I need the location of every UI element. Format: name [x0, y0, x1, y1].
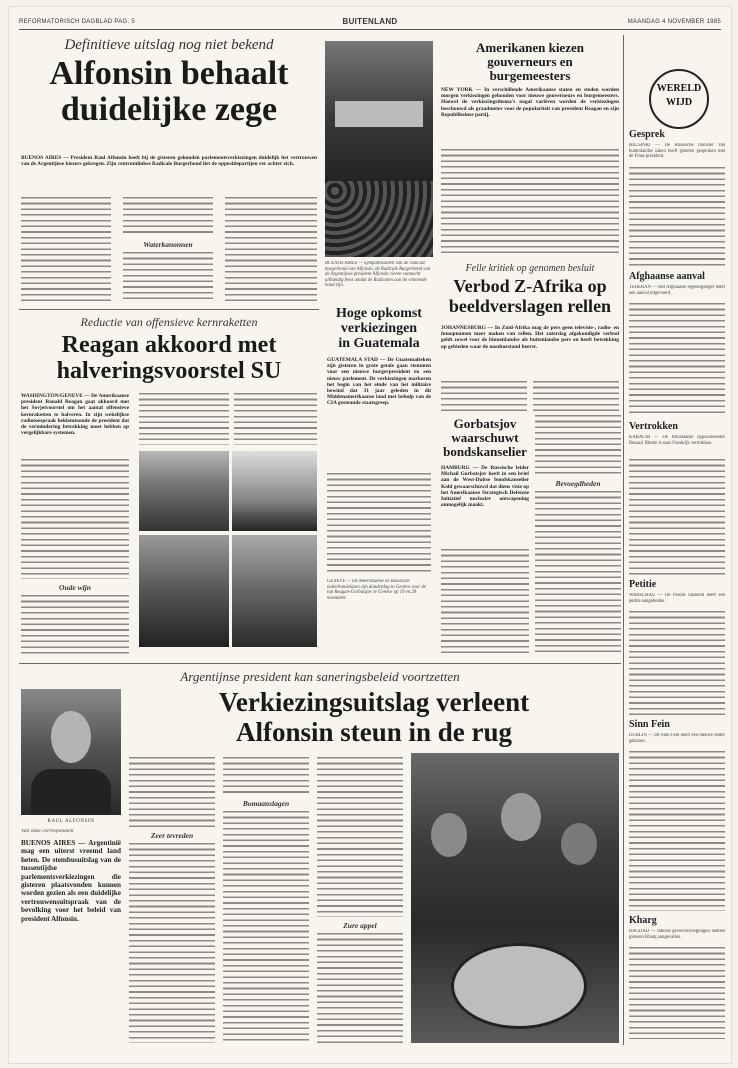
story7-col-1 [129, 757, 215, 827]
sidebar-item-title: Kharg [629, 915, 657, 926]
story7-kicker: Argentijnse president kan saneringsbeleid voortzetten [180, 669, 460, 684]
story2-headline-2: halveringsvoorstel SU [56, 358, 282, 384]
photo-street-crowd [411, 753, 619, 1043]
story1-sub-1: Waterkanonnen [143, 240, 193, 249]
running-header [19, 17, 721, 30]
logo-wijd: WIJD [665, 97, 693, 108]
sidebar-item-body [629, 611, 725, 715]
story5-continued [535, 415, 621, 655]
story1-headline-2: duidelijke zege [60, 91, 278, 128]
section-title: BUITENLAND [342, 17, 398, 26]
crowd-figure-1 [431, 813, 467, 857]
story3-body [327, 473, 431, 573]
sidebar-item-body [629, 751, 725, 911]
crowd-drum [451, 943, 587, 1029]
story3-headline-1: Hoge opkomst [336, 306, 422, 321]
portrait-suit [31, 769, 111, 815]
story1-kicker: Definitieve uitslag nog niet bekend [64, 37, 274, 53]
story2-col-2 [139, 393, 229, 445]
story2-col-3 [234, 393, 317, 445]
sidebar-item-lead: TEHERAN — Het Afghaanse regeringsleger heeft een aanval uitgevoerd. [629, 285, 725, 296]
story1-col-2b [123, 252, 213, 303]
story2-headline-1: Reagan akkoord met [61, 332, 277, 358]
story6-lead: HAMBURG — De Russische leider Michail Gorbatsjov heeft in een brief aan de West-Duitse bondskanselier Kohl gewaarschuwd dat diens visie op het Amerikaanse Strategisch Defensie Initiatief nucleaire ontwapening onmogelijk maakt. [441, 465, 529, 509]
story6-headline-1: Gorbatsjov [453, 416, 517, 431]
date-label: MAANDAG 4 NOVEMBER 1985 [627, 19, 721, 25]
story1-headline-1: Alfonsin behaalt [49, 55, 289, 92]
story7-lead: BUENOS AIRES — Argentinië mag een uiterst vreemd land heten. De stembusuitslag van de tussentijdse parlementsverkiezingen die gisteren plaatsvonden kunnen worden gezien als een duidelijke vertrouwensuitspraak van de bevolking voor het beleid van president Alfonsin. [21, 839, 121, 923]
story1-col-2 [123, 197, 213, 237]
story2-col-1b [21, 595, 129, 657]
sidebar-item-title: Sinn Fein [629, 719, 670, 730]
story7-sub-1: Bomaanslagen [242, 799, 290, 808]
story2-col-1 [21, 459, 129, 579]
story7-col-2 [223, 757, 309, 795]
sidebar-item-body [629, 947, 725, 1039]
sidebar-item-body [629, 459, 725, 575]
portrait-caption: RAUL ALFONSIN [47, 819, 95, 824]
sidebar-item-body [629, 303, 725, 417]
story-zuid-afrika [439, 263, 621, 413]
crowd-banner [335, 101, 423, 127]
story5-sub-1: Bevoegdheden [555, 479, 601, 488]
photo-celebrating-crowd [325, 41, 433, 257]
portrait-face [51, 711, 91, 763]
sidebar-item-lead: BAGDAD — Irakese gevechtsvliegtuigen hebben gisteren Kharg aangevallen. [629, 929, 725, 940]
page-label: REFORMATORISCH DAGBLAD PAG. 5 [19, 19, 136, 25]
story5-col-3b [535, 491, 621, 653]
photo-genf-caption: GENEVE — De Amerikaanse en Russische onderhandelaars zijn donderdag in Genève voor de top Reagan-Gorbatsjov te Genève op 19 en 20 november. [327, 579, 426, 601]
rule-story7-top [19, 663, 621, 664]
story1-col-3 [225, 197, 317, 303]
story7-col-3b [317, 933, 403, 1043]
story7-col-2b [223, 811, 309, 1043]
story7-byline: Van onze correspondent [21, 829, 74, 834]
story5-col-2 [533, 381, 619, 411]
sidebar-item-title: Petitie [629, 579, 657, 590]
story6-headline-2: waarschuwt [451, 430, 519, 445]
sidebar-item-title: Vertrokken [629, 421, 678, 432]
story7-sub-2: Zeer tevreden [150, 831, 194, 840]
wereldwijd-logo [649, 69, 709, 129]
sidebar-item-title: Afghaanse aanval [629, 271, 705, 282]
story-alfonsin-zege [19, 35, 319, 305]
story7-headline-1: Verkiezingsuitslag verleent [218, 687, 530, 717]
story4-body [441, 149, 619, 253]
sidebar-item-title: Gesprek [629, 129, 665, 140]
story6-body [441, 549, 529, 653]
story4-title-1: Amerikanen kiezen [476, 40, 584, 55]
story1-lead: BUENOS AIRES — President Raul Alfonsin heeft bij de gisteren gehouden parlementsverkiezingen duidelijk het vertrouwen van de Argentijnse kiezers gekregen. Zijn centrumlinkse Radicale Burgerbond liet de oppositiepartijen ver achter zich. [21, 155, 317, 168]
story7-headline-2: Alfonsin steun in de rug [235, 717, 513, 747]
story7-col-1b [129, 843, 215, 1043]
story4-lead: NEW YORK — In verschillende Amerikaanse staten en steden worden morgen verkiezingen gehouden voor nieuwe gouverneurs en burgemeesters. Hoewel de verkiezingsthema's nogal variëren worden de verkiezingen beschouwd als graadmeter voor de populariteit van president Reagan en zijn Republikeinse partij. [441, 87, 619, 118]
photo-crowd-caption: BUENOS AIRES — Sympathisanten van de radicale burgerbond van Alfonsin, de Radicale Burgerbond van de Argentijnse president Alfonsin vieren vannacht uitbundig feest omdat de Radicalen aan de winnende hand zijn. [325, 261, 431, 289]
sidebar-item-lead: WARSCHAU — De Poolse vakbond heeft een petitie aangeboden. [629, 593, 725, 604]
story5-lead: JOHANNESBURG — In Zuid-Afrika mag de pers geen televisie-, radio- en fotoopnamen meer maken van rellen. Het zaterdag afgekondigde verbod geldt zowel voor de binnenlandse als buitenlandse pers en heeft betrekking op gebieden waar de noodtoestand heerst. [441, 325, 619, 350]
photo-genf-building [232, 451, 317, 531]
crowd-figure-3 [561, 823, 597, 865]
story3-lead: GUATEMALA STAD — De Guatemalteken zijn gisteren in grote getale gaan stemmen voor een nieuwe burgerpresident en een nieuw parlement. De verkiezingen markeren het begin van het einde van het militaire bewind dat 31 jaar geleden in dit Middenamerikaanse land met behulp van de CIA gesteunde staatsgreep. [327, 357, 431, 407]
sidebar-item-lead: HELSINKI — De Russische minister van buitenlandse zaken heeft gisteren gesproken met de Finse president. [629, 143, 725, 160]
story5-headline-1: Verbod Z-Afrika op [453, 276, 607, 296]
sidebar-item-body [629, 167, 725, 267]
photo-alfonsin-portrait [21, 689, 121, 815]
story2-sub-1: Oude wijn [59, 583, 91, 592]
story7-col-3 [317, 757, 403, 917]
crowd-heads [325, 181, 433, 257]
story7-sub-3: Zure appel [343, 921, 377, 930]
rule-story1-bottom [19, 309, 319, 310]
story5-kicker: Felle kritiek op genomen besluit [465, 263, 595, 274]
story2-lead: WASHINGTON/GENEVE — De Amerikaanse president Ronald Reagan gaat akkoord met het Sovjetvoorstel om het aantal offensieve kernraketten te halveren. In zijn wekelijkse radiotoespraak heklemtoonde de president dat de vermindering betrekking moet hebben op vergelijkbare systemen. [21, 393, 129, 437]
story2-kicker: Reductie van offensieve kernraketten [80, 315, 258, 329]
story5-col-1 [441, 381, 527, 411]
photo-genf-square [139, 535, 229, 647]
story5-col-3 [535, 415, 621, 475]
story6-headline-3: bondskanselier [443, 444, 527, 459]
crowd-figure-2 [501, 793, 541, 841]
sidebar-wereldwijd [627, 35, 727, 1045]
photo-genf-cityscape [139, 451, 229, 531]
story4-title-3: burgemeesters [489, 68, 571, 83]
story4-title-2: gouverneurs en [487, 54, 573, 69]
photo-genf-waterfront [232, 535, 317, 647]
story3-headline-3: in Guatemala [338, 336, 420, 351]
newspaper-page [8, 6, 732, 1064]
story-amerikanen [439, 41, 621, 257]
sidebar-item-lead: DUBLIN — De Sinn Fein heeft een nieuwe leider gekozen. [629, 733, 725, 744]
story5-headline-2: beeldverslagen rellen [448, 296, 612, 316]
story-verkiezingsuitslag [19, 667, 621, 1045]
story-gorbatsjov [439, 415, 531, 655]
story-reagan [19, 313, 319, 673]
sidebar-item-lead: KARACHI — De Pakistaanse oppositieleider Benazir Bhutto is naar Frankrijk vertrokken. [629, 435, 725, 446]
story3-headline-2: verkiezingen [340, 321, 418, 336]
story-guatemala [325, 307, 433, 655]
logo-wereld: WERELD [656, 83, 702, 94]
rule-right-vertical [623, 35, 624, 1045]
story1-col-1 [21, 197, 111, 303]
